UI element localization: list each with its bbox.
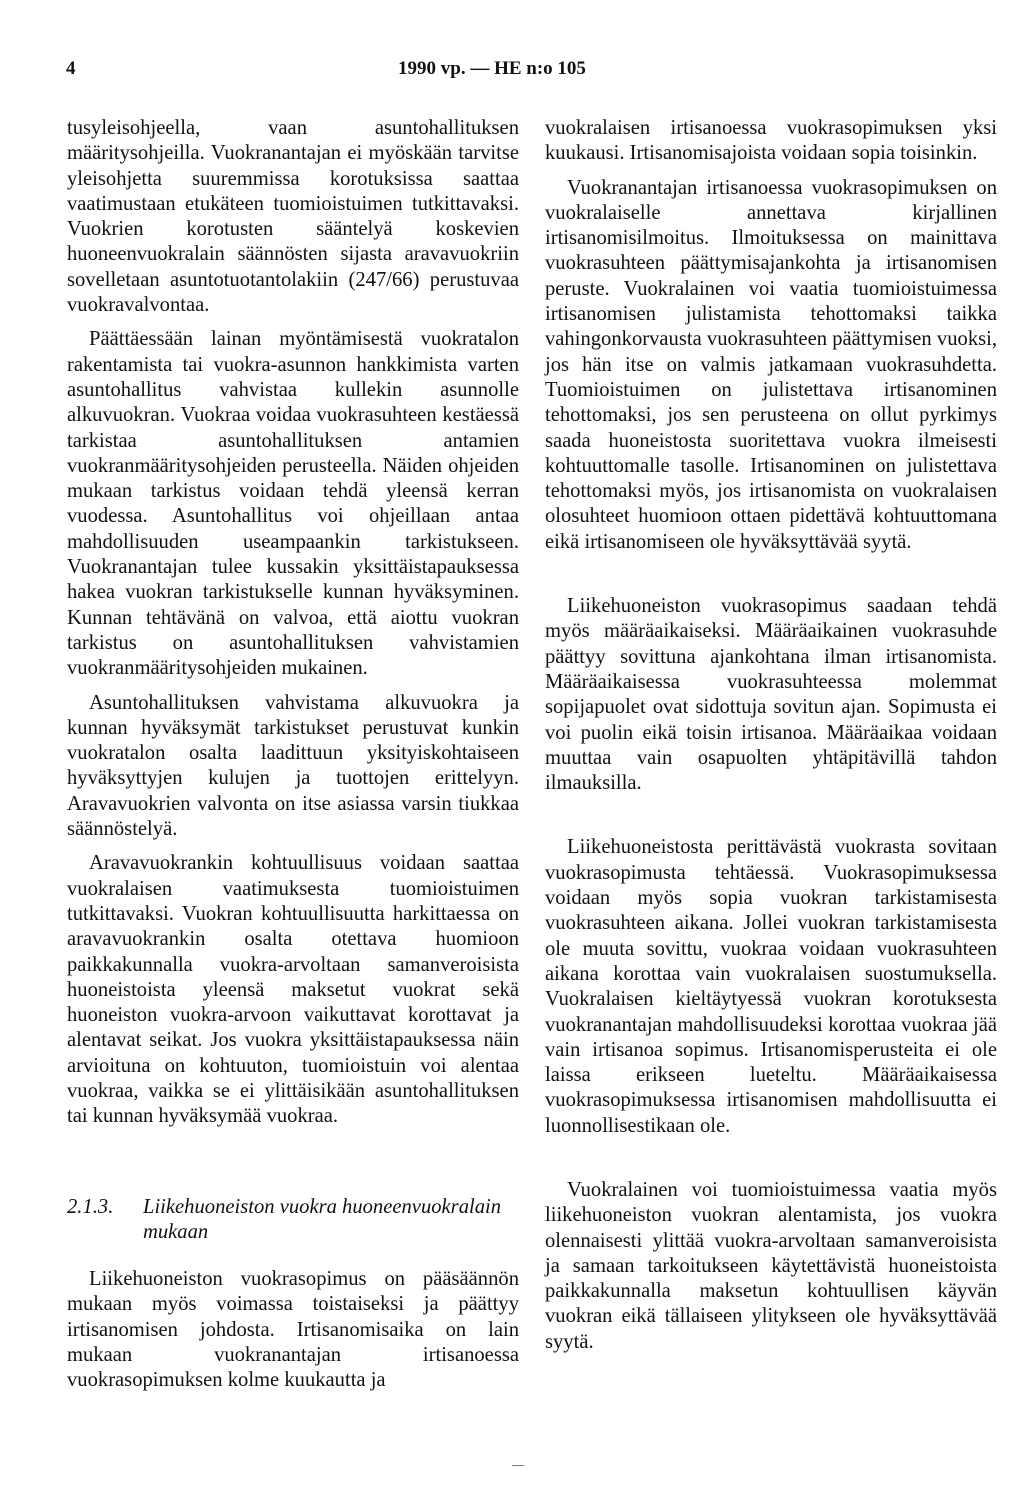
section-heading — [67, 1195, 519, 1246]
paragraph: Vuokralainen voi tuomioistuimessa vaatia myös liikehuoneiston vuokran alentamista, jos vuokra olennaisesti ylittää vuokra-arvoltaan samanveroisista ja samaan tarkoitukseen käytettävistä huoneistoista paikkakunnalla maksetun kohtuullisen käyvän vuokran eikä tällaiseen ylitykseen ole hyväksyttävää syytä. — [545, 1178, 997, 1353]
footer-mark — [512, 1465, 524, 1466]
page-number: 4 — [66, 58, 76, 79]
paragraph: Liikehuoneiston vuokrasopimus saadaan tehdä myös määräaikaiseksi. Määräaikainen vuokrasuhde päättyy sovittuna ajankohtana ilman irtisanomista. Määräaikaisessa vuokrasuhteessa molemmat sopijapuolet ovat sidottuja sovitun ajan. Sopimusta ei voi puolin eikä toisin irtisanoa. Määräaikaa voidaan muuttaa vain osapuolten yhtäpitävillä tahdon ilmauksilla. — [545, 595, 997, 795]
section-number: 2.1.3. — [67, 1195, 114, 1218]
paragraph: tusyleisohjeella, vaan asuntohallituksen määritysohjeilla. Vuokranantajan ei myöskään tarvitse yleisohjetta suuremmissa korotuksissa saattaa vaatimustaan etukäteen tuomioistuimen tutkittavaksi. Vuokrien korotusten sääntelyä koskevien huoneenvuokralain säännösten sijasta aravavuokriin sovelletaan asuntotuotantolakiin (247/66) perustuvaa vuokravalvontaa. — [67, 117, 519, 317]
page-header-title: 1990 vp. — HE n:o 105 — [398, 58, 586, 79]
section-title: Liikehuoneiston vuokra huoneenvuokralain mukaan — [143, 1195, 502, 1243]
right-column — [545, 116, 997, 1364]
paragraph: Liikehuoneistosta perittävästä vuokrasta sovitaan vuokrasopimusta tehtäessä. Vuokrasopimuksessa voidaan myös sopia vuokran tarkistamisesta vuokrasuhteen aikana. Jollei vuokran tarkistamisesta ole muuta sovittu, vuokraa voidaan vuokrasuhteen aikana korottaa vain vuokralaisen suostumuksella. Vuokralaisen kieltäytyessä vuokran korotuksesta vuokranantajan mahdollisuudeksi korottaa vuokraa jää vain irtisanoa sopimus. Irtisanomisperusteita ei ole laissa erikseen lueteltu. Määräaikaisessa vuokrasopimuksessa irtisanomisen mahdollisuutta ei luonnollisestikaan ole. — [545, 836, 997, 1137]
paragraph: Aravavuokrankin kohtuullisuus voidaan saattaa vuokralaisen vaatimuksesta tuomioistuimen tutkittavaksi. Vuokran kohtuullisuutta harkittaessa on aravavuokrankin osalta otettava huomioon paikkakunnalla vuokra-arvoltaan samanveroisista huoneistoista yleensä maksetut vuokrat sekä huoneiston vuokra-arvoon vaikuttavat korottavat ja alentavat seikat. Jos vuokra yksittäistapauksessa näin arvioituna on kohtuuton, tuomioistuin voi alentaa vuokraa, vaikka se ei ylittäisikään asuntohallituksen tai kunnan hyväksymää vuokraa. — [67, 852, 519, 1128]
paragraph: Päättäessään lainan myöntämisestä vuokratalon rakentamista tai vuokra-asunnon hankkimista varten asuntohallitus vahvistaa kullekin asunnolle alkuvuokran. Vuokraa voidaa vuokrasuhteen kestäessä tarkistaa asuntohallituksen antamien vuokranmääritysohjeiden perusteella. Näiden ohjeiden mukaan tarkistus voidaan tehdä yleensä kerran vuodessa. Asuntohallitus voi ohjeillaan antaa mahdollisuuden useampaankin tarkistukseen. Vuokranantajan tulee kussakin yksittäistapauksessa hakea vuokran tarkistukselle kunnan hyväksyminen. Kunnan tehtävänä on valvoa, että aiottu vuokran tarkistus on asuntohallituksen vahvistamien vuokranmääritysohjeiden mukainen. — [67, 328, 519, 680]
left-column — [67, 116, 519, 1403]
paragraph: vuokralaisen irtisanoessa vuokrasopimuksen yksi kuukausi. Irtisanomisajoista voidaan sopia toisinkin. — [545, 117, 997, 165]
paragraph: Vuokranantajan irtisanoessa vuokrasopimuksen on vuokralaiselle annettava kirjallinen irtisanomisilmoitus. Ilmoituksessa on mainittava vuokrasuhteen päättymisajankohta ja irtisanomisen peruste. Vuokralainen voi vaatia tuomioistuimessa irtisanomisen julistamista tehottomaksi taikka vahingonkorvausta vuokrasuhteen päättymisen vuoksi, jos hän itse on valmis jatkamaan vuokrasuhdetta. Tuomioistuimen on julistettava irtisanominen tehottomaksi, jos sen perusteena on ollut pyrkimys saada huoneistosta suoritettava vuokra ilmeisesti kohtuuttomalle tasolle. Irtisanominen on julistettava tehottomaksi myös, jos irtisanomista on vuokralaisen olosuhteet huomioon ottaen pidettävä kohtuuttomana eikä irtisanomiseen ole hyväksyttävää syytä. — [545, 176, 997, 553]
paragraph: Liikehuoneiston vuokrasopimus on pääsäännön mukaan myös voimassa toistaiseksi ja päättyy irtisanomisen johdosta. Irtisanomisaika on lain mukaan vuokranantajan irtisanoessa vuokrasopimuksen kolme kuukautta ja — [67, 1268, 519, 1392]
paragraph: Asuntohallituksen vahvistama alkuvuokra ja kunnan hyväksymät tarkistukset perustuvat kunkin vuokratalon osalta laadittuun yksityiskohtaiseen hyväksyttyjen kulujen ja tuottojen erittelyyn. Aravavuokrien valvonta on itse asiassa varsin tiukkaa säännöstelyä. — [67, 691, 519, 841]
